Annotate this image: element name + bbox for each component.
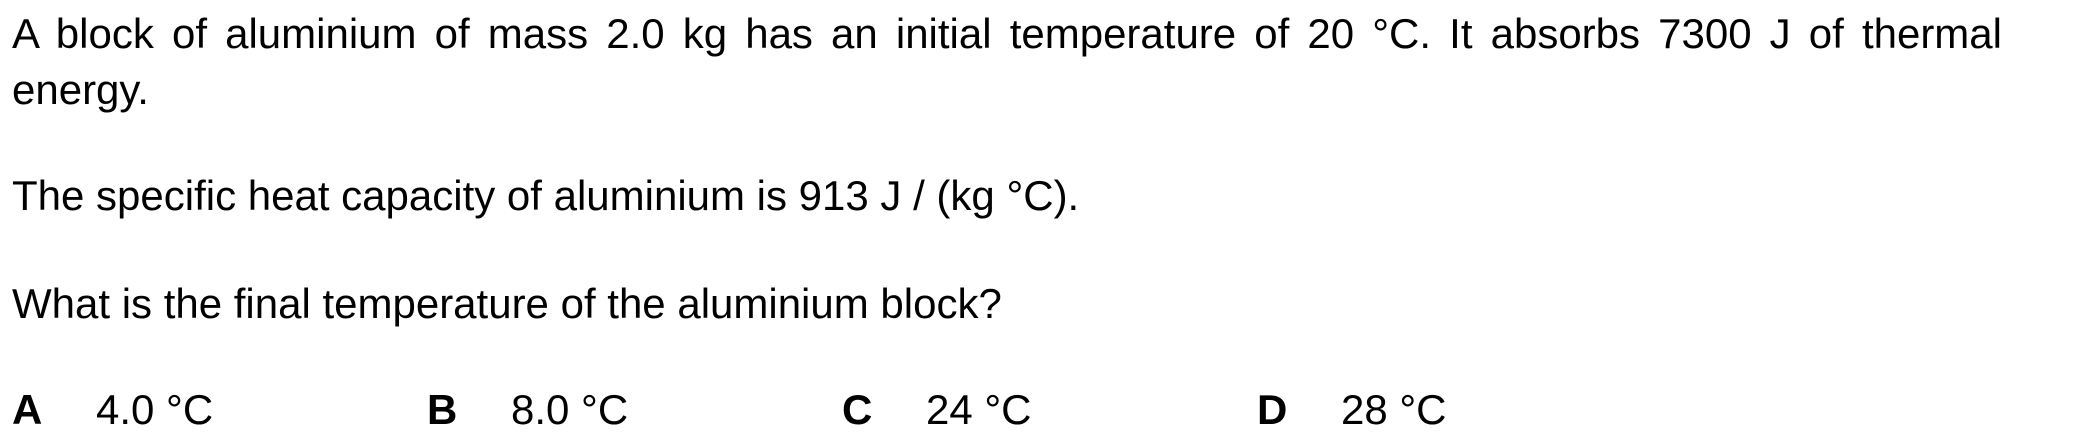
option-text: 4.0 °C <box>96 386 214 433</box>
option-d[interactable] <box>1257 382 1447 438</box>
answer-options <box>12 382 2012 438</box>
option-text: 28 °C <box>1341 386 1447 433</box>
option-text: 24 °C <box>926 386 1032 433</box>
question-prompt: What is the final temperature of the aluminium block? <box>12 280 1002 327</box>
option-a[interactable] <box>12 382 213 438</box>
heat-capacity-statement: The specific heat capacity of aluminium is 913 J / (kg °C). <box>12 172 1080 219</box>
option-text: 8.0 °C <box>511 386 629 433</box>
option-c[interactable] <box>842 382 1032 438</box>
option-letter: A <box>12 386 43 433</box>
option-letter: D <box>1257 386 1288 433</box>
option-letter: B <box>427 386 458 433</box>
option-letter: C <box>842 386 873 433</box>
question-stem: A block of aluminium of mass 2.0 kg has an initial temperature of 20 °C. It absorbs 7300 J of thermal energy. <box>12 10 2002 113</box>
option-b[interactable] <box>427 382 628 438</box>
